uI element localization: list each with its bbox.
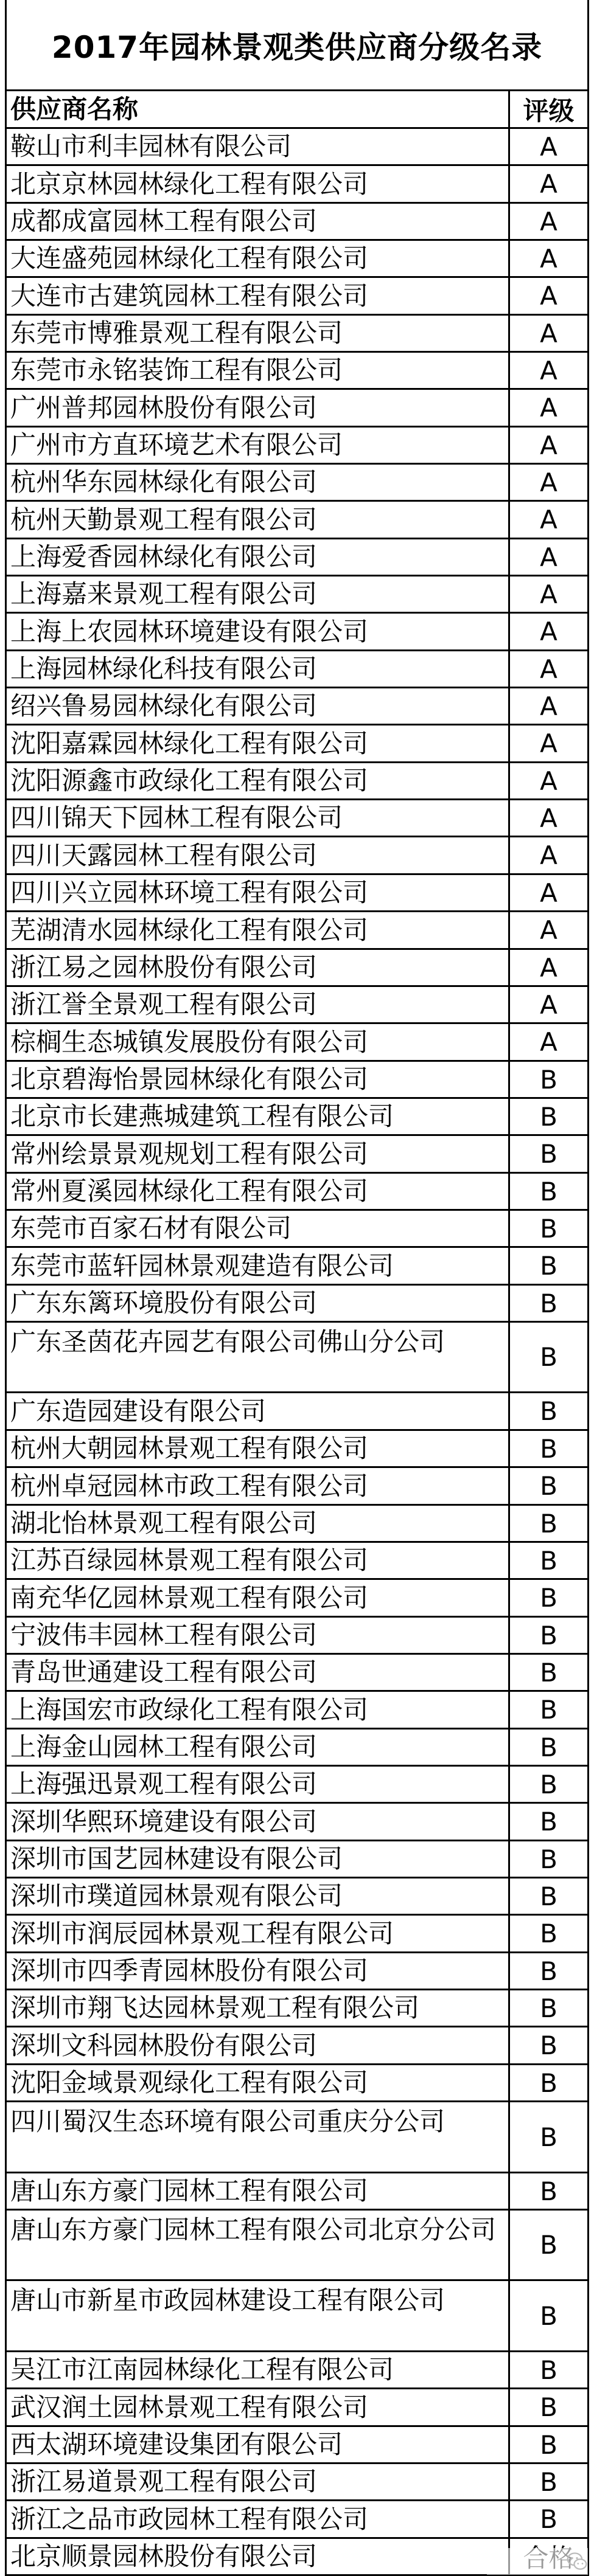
grade-cell: A [540,131,557,162]
table-row [5,1099,589,1136]
grade-cell: B [540,2504,557,2534]
grade-cell: B [540,2068,557,2098]
supplier-name-cell: 北京市长建燕城建筑工程有限公司 [7,1099,510,1134]
supplier-name-cell: 上海国宏市政绿化工程有限公司 [7,1692,510,1728]
table-row [5,1767,589,1804]
grade-cell: B [540,1881,557,1911]
supplier-name-cell: 广州普邦园林股份有限公司 [7,390,510,426]
supplier-name-cell: 东莞市永铭装饰工程有限公司 [7,353,510,388]
grade-cell: B [540,1251,557,1281]
table-row [5,2102,589,2173]
table-row [5,2281,589,2352]
table-row [5,763,589,800]
supplier-name-cell: 唐山东方豪门园林工程有限公司北京分公司 [7,2211,510,2279]
wechat-logo-icon [566,2550,588,2572]
grade-cell: A [540,281,557,311]
grade-cell: B [540,1342,557,1372]
table-row [5,912,589,950]
supplier-name-cell: 深圳市翔飞达园林景观工程有限公司 [7,1990,510,2026]
table-header-row [5,91,589,129]
table-row [5,2389,589,2427]
supplier-name-cell: 成都成富园林工程有限公司 [7,204,510,239]
watermark [487,2548,588,2575]
supplier-name-cell: 沈阳嘉霖园林绿化工程有限公司 [7,725,510,761]
table-row [5,576,589,614]
table-row [5,1506,589,1543]
grade-cell: B [540,2392,557,2422]
supplier-name-cell: 上海园林绿化科技有限公司 [7,651,510,687]
table-row [5,725,589,763]
table-row [5,539,589,576]
grade-cell: B [540,1695,557,1725]
grade-cell: B [540,2031,557,2060]
grade-cell: A [540,915,557,945]
table-row [5,1804,589,1841]
table-row [5,987,589,1024]
grade-cell: B [540,1993,557,2023]
table-row [5,1841,589,1878]
grade-cell: B [540,1433,557,1464]
table-row [5,1024,589,1062]
table-row [5,129,589,166]
supplier-name-cell: 四川锦天下园林工程有限公司 [7,800,510,836]
supplier-name-cell: 北京碧海怡景园林绿化有限公司 [7,1062,510,1097]
supplier-name-cell: 南充华亿园林景观工程有限公司 [7,1580,510,1616]
table-row [5,278,589,316]
supplier-name-cell: 浙江易之园林股份有限公司 [7,950,510,985]
grade-cell: B [540,2467,557,2497]
supplier-name-cell: 上海强迅景观工程有限公司 [7,1767,510,1802]
grade-cell: B [540,1657,557,1688]
supplier-name-cell: 唐山东方豪门园林工程有限公司 [7,2173,510,2209]
supplier-name-cell: 四川天露园林工程有限公司 [7,837,510,873]
supplier-name-cell: 青岛世通建设工程有限公司 [7,1655,510,1690]
table-row [5,875,589,912]
table-title: 2017年园林景观类供应商分级名录 [51,29,543,65]
supplier-name-cell: 浙江誉全景观工程有限公司 [7,987,510,1022]
grade-cell: B [540,1471,557,1501]
table-row [5,1211,589,1248]
grade-cell: A [540,729,557,758]
supplier-name-cell: 大连市古建筑园林工程有限公司 [7,278,510,314]
table-row [5,241,589,278]
grade-cell: B [540,1583,557,1613]
table-row [5,502,589,539]
supplier-name-cell: 北京顺景园林股份有限公司 [7,2539,510,2574]
supplier-name-cell: 常州夏溪园林绿化工程有限公司 [7,1174,510,1209]
supplier-name-cell: 大连盛苑园林绿化工程有限公司 [7,241,510,276]
supplier-name-cell: 沈阳金域景观绿化工程有限公司 [7,2065,510,2100]
supplier-name-cell: 浙江之品市政园林工程有限公司 [7,2501,510,2537]
table-row [5,2211,589,2281]
grade-cell: B [540,1844,557,1874]
supplier-name-cell: 上海金山园林工程有限公司 [7,1729,510,1765]
supplier-name-cell: 深圳市国艺园林建设有限公司 [7,1841,510,1877]
supplier-name-cell: 湖北怡林景观工程有限公司 [7,1506,510,1541]
table-row [5,651,589,688]
supplier-name-cell: 上海爱香园林绿化有限公司 [7,539,510,575]
supplier-name-cell: 深圳市璞道园林景观有限公司 [7,1878,510,1914]
grade-cell: B [540,2122,557,2152]
table-row [5,950,589,987]
grade-cell: A [540,505,557,535]
grade-cell: A [540,840,557,870]
supplier-name-cell: 棕榈生态城镇发展股份有限公司 [7,1024,510,1060]
supplier-name-cell: 杭州卓冠园林市政工程有限公司 [7,1468,510,1504]
table-row [5,465,589,502]
table-row [5,428,589,465]
table-row [5,800,589,837]
grade-cell: A [540,617,557,646]
supplier-name-cell: 深圳文科园林股份有限公司 [7,2027,510,2063]
supplier-name-cell: 深圳市润辰园林景观工程有限公司 [7,1916,510,1951]
supplier-name-cell: 北京京林园林绿化工程有限公司 [7,166,510,202]
table-row [5,1062,589,1099]
table-row [5,1323,589,1393]
supplier-name-cell: 常州绘景景观规划工程有限公司 [7,1136,510,1172]
supplier-name-cell: 杭州华东园林绿化有限公司 [7,465,510,500]
table-row [5,1543,589,1580]
supplier-name-cell: 芜湖清水园林绿化工程有限公司 [7,912,510,948]
grade-cell: A [540,766,557,796]
grade-cell: B [540,1064,557,1095]
table-row [5,1692,589,1729]
grade-cell: B [540,1101,557,1132]
grade-cell: A [540,1027,557,1057]
table-row [5,1468,589,1506]
table-row [5,1878,589,1916]
grade-cell: A [540,430,557,460]
supplier-name-cell: 沈阳源鑫市政绿化工程有限公司 [7,763,510,798]
supplier-name-cell: 广东东篱环境股份有限公司 [7,1286,510,1321]
supplier-name-cell: 广东造园建设有限公司 [7,1393,510,1429]
grade-cell: B [540,1396,557,1426]
supplier-name-cell: 深圳市四季青园林股份有限公司 [7,1953,510,1989]
table-row [5,2027,589,2065]
table-row [5,2065,589,2102]
table-row [5,1174,589,1211]
supplier-name-cell: 武汉润土园林景观工程有限公司 [7,2389,510,2425]
grade-cell: B [540,1620,557,1650]
grade-cell: A [540,542,557,572]
table-title-row [5,0,589,91]
grade-cell: B [540,2230,557,2260]
grade-cell: B [540,1732,557,1762]
table-row [5,166,589,204]
table-row [5,1286,589,1323]
grade-cell: B [540,1919,557,1948]
grade-cell: B [540,1545,557,1576]
table-row [5,1431,589,1468]
grade-cell: B [540,1508,557,1539]
grade-cell: B [540,1769,557,1799]
supplier-name-cell: 江苏百绿园林景观工程有限公司 [7,1543,510,1578]
supplier-name-cell: 深圳华熙环境建设有限公司 [7,1804,510,1840]
table-row [5,390,589,428]
table-row [5,353,589,390]
grade-cell: A [540,952,557,983]
grade-cell: A [540,989,557,1020]
table-row [5,1916,589,1953]
grade-cell: A [540,654,557,684]
grade-cell: B [540,1213,557,1244]
header-supplier-name: 供应商名称 [7,91,510,127]
supplier-name-cell: 浙江易道景观工程有限公司 [7,2464,510,2499]
grade-cell: B [540,2355,557,2385]
supplier-name-cell: 绍兴鲁易园林绿化有限公司 [7,688,510,724]
grade-cell: B [540,2301,557,2331]
grade-cell: B [540,1176,557,1207]
grade-cell: A [540,878,557,908]
supplier-name-cell: 宁波伟丰园林工程有限公司 [7,1618,510,1653]
supplier-name-cell: 四川兴立园林环境工程有限公司 [7,875,510,910]
grade-cell: A [540,467,557,497]
grade-cell: A [540,318,557,348]
supplier-name-cell: 唐山市新星市政园林建设工程有限公司 [7,2281,510,2350]
supplier-name-cell: 吴江市江南园林绿化工程有限公司 [7,2352,510,2387]
grade-cell: A [540,206,557,237]
grade-cell: A [540,691,557,721]
supplier-name-cell: 杭州天勤景观工程有限公司 [7,502,510,538]
grade-cell: A [540,803,557,833]
grade-cell: B [540,1807,557,1837]
table-row [5,614,589,651]
table-row [5,1618,589,1655]
table-row [5,1655,589,1692]
supplier-name-cell: 广州市方直环境艺术有限公司 [7,428,510,463]
table-row [5,1580,589,1618]
grade-cell: B [540,1139,557,1169]
supplier-name-cell: 东莞市百家石材有限公司 [7,1211,510,1246]
supplier-name-cell: 鞍山市利丰园林有限公司 [7,129,510,164]
supplier-name-cell: 东莞市蓝轩园林景观建造有限公司 [7,1248,510,1284]
table-row [5,2427,589,2464]
table-row [5,2352,589,2389]
table-row [5,2173,589,2211]
table-row [5,316,589,353]
table-row [5,1248,589,1286]
grade-cell: A [540,355,557,386]
grade-cell: A [540,169,557,199]
grade-cell: B [540,1288,557,1318]
grade-cell: A [540,243,557,274]
table-row [5,1136,589,1174]
supplier-name-cell: 四川蜀汉生态环境有限公司重庆分公司 [7,2102,510,2172]
table-row [5,688,589,725]
grade-cell: A [540,579,557,609]
supplier-name-cell: 上海上农园林环境建设有限公司 [7,614,510,649]
table-row [5,1729,589,1767]
header-grade: 评级 [523,95,575,126]
table-row [5,1953,589,1990]
table-row [5,2501,589,2539]
grade-cell: B [540,2176,557,2206]
table-row [5,1393,589,1431]
supplier-name-cell: 西太湖环境建设集团有限公司 [7,2427,510,2462]
supplier-name-cell: 广东圣茵花卉园艺有限公司佛山分公司 [7,1323,510,1391]
grade-cell: B [540,2429,557,2460]
supplier-name-cell: 杭州大朝园林景观工程有限公司 [7,1431,510,1466]
table-row [5,2464,589,2501]
table-row [5,1990,589,2027]
table-row [5,204,589,241]
supplier-name-cell: 上海嘉来景观工程有限公司 [7,576,510,612]
supplier-name-cell: 东莞市博雅景观工程有限公司 [7,316,510,351]
grade-cell: A [540,393,557,423]
table-row [5,837,589,875]
grade-cell: B [540,1956,557,1986]
